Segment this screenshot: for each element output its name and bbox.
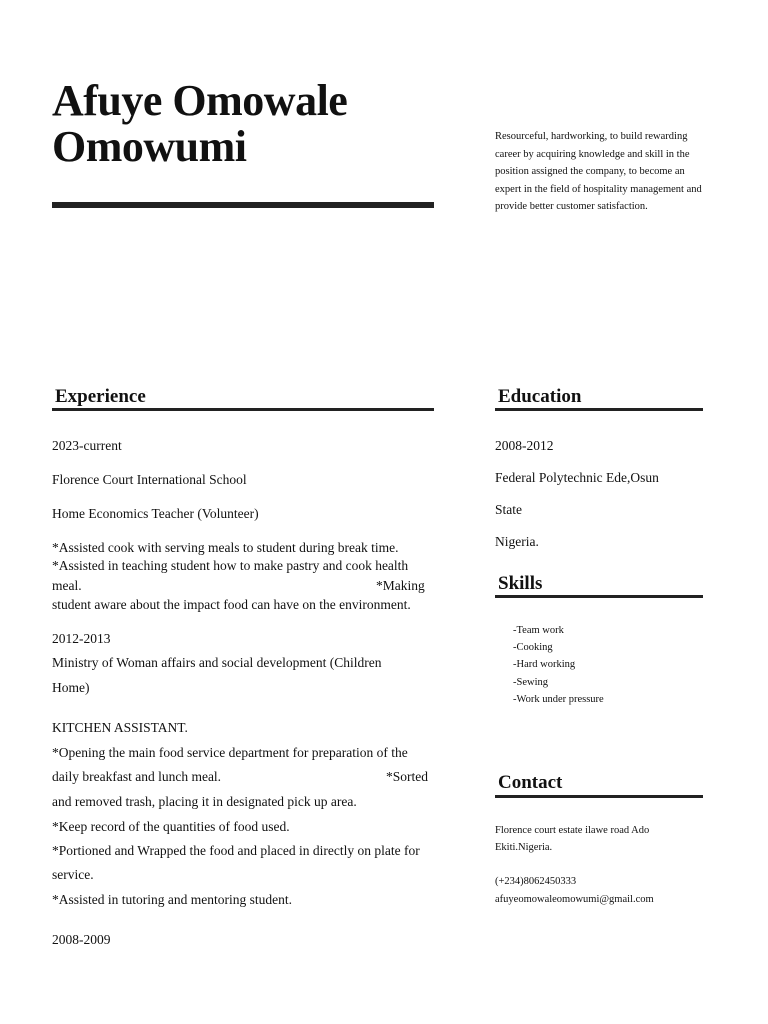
candidate-name [52, 78, 452, 170]
job-duty: *Assisted cook with serving meals to student during break time. [52, 540, 399, 555]
contact-phone: (+234)8062450333 [495, 876, 577, 887]
education-school: Federal Polytechnic Ede,Osun [495, 470, 659, 485]
contact-email: afuyeomowaleomowumi@gmail.com [495, 894, 654, 905]
job-duty: *Keep record of the quantities of food used. [52, 819, 290, 834]
skill-item: -Work under pressure [513, 694, 604, 705]
job-duty: *Portioned and Wrapped the food and placed in directly on plate for [52, 843, 420, 858]
job-period: 2008-2009 [52, 932, 111, 947]
contact-address: Ekiti.Nigeria. [495, 842, 553, 853]
experience-heading: Experience [55, 386, 146, 407]
skills-divider [495, 595, 703, 598]
job-duty: *Assisted in tutoring and mentoring student. [52, 892, 292, 907]
skills-heading: Skills [498, 573, 542, 594]
education-divider [495, 408, 703, 411]
education-country: Nigeria. [495, 534, 539, 549]
skill-item: -Cooking [513, 642, 553, 653]
profile-summary: Resourceful, hardworking, to build rewarding career by acquiring knowledge and skill in the position assigned the company, to become an expert in the field of hospitality management and provide better customer satisfaction. [495, 131, 702, 212]
skill-item: -Hard working [513, 659, 576, 670]
education-heading: Education [498, 386, 582, 407]
name-divider [52, 202, 434, 208]
job-employer: Ministry of Woman affairs and social development (Children [52, 655, 382, 670]
job-duty: *Opening the main food service department for preparation of the [52, 745, 408, 760]
experience-divider [52, 408, 434, 411]
job-duty: *Assisted in teaching student how to make pastry and cook health [52, 558, 409, 573]
job-duty: *Making [376, 578, 425, 593]
job-duty: service. [52, 867, 94, 882]
contact-divider [495, 795, 703, 798]
job-employer: Home) [52, 680, 90, 695]
job-duty: *Sorted [386, 769, 428, 784]
education-period: 2008-2012 [495, 438, 554, 453]
job-employer: Florence Court International School [52, 472, 247, 487]
job-role: KITCHEN ASSISTANT. [52, 720, 188, 735]
name-line-1: Afuye Omowale [52, 76, 348, 125]
job-duty: daily breakfast and lunch meal. [52, 769, 222, 784]
contact-heading: Contact [498, 772, 563, 793]
job-duty: student aware about the impact food can have on the environment. [52, 597, 411, 612]
job-duty: meal. [52, 578, 82, 593]
job-period: 2023-current [52, 438, 122, 453]
name-line-2: Omowumi [52, 122, 247, 171]
contact-address: Florence court estate ilawe road Ado [495, 825, 650, 836]
skill-item: -Sewing [513, 677, 548, 688]
education-school: State [495, 502, 522, 517]
job-role: Home Economics Teacher (Volunteer) [52, 506, 259, 521]
job-period: 2012-2013 [52, 631, 111, 646]
job-duty: and removed trash, placing it in designated pick up area. [52, 794, 357, 809]
skill-item: -Team work [513, 625, 564, 636]
